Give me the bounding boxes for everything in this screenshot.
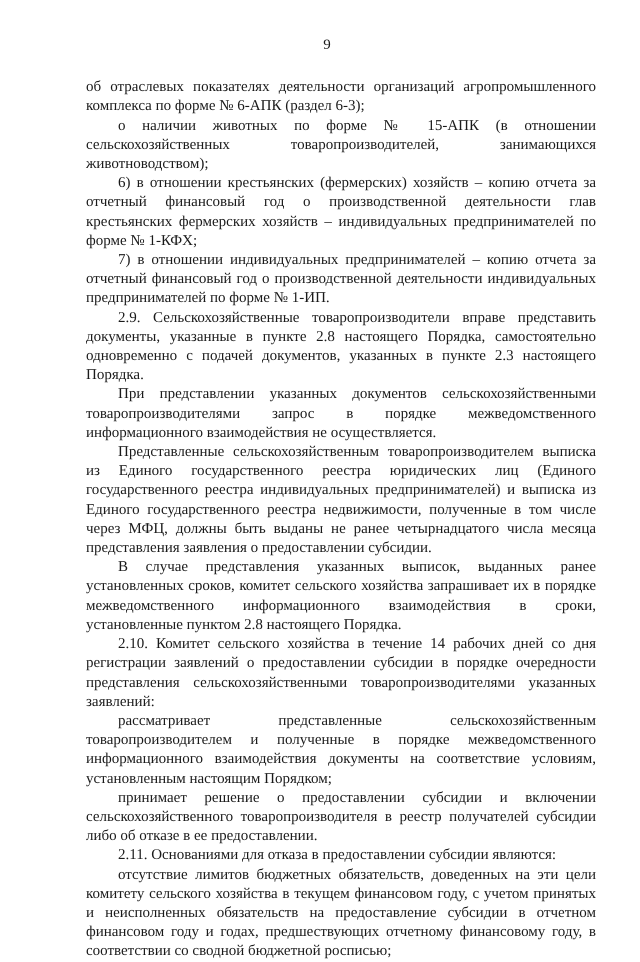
paragraph: отсутствие лимитов бюджетных обязательств, доведенных на эти цели комитету сельского хозяйства в текущем финансовом году, с учетом принятых и неисполненных обязательств на предоставление субсидии в отчетном финансовом году и годах, предшествующих отчетному финансовому году, в соответствии со сводной бюджетной росписью; <box>86 866 596 960</box>
paragraph: рассматривает представленные сельскохозяйственным товаропроизводителем и полученные в порядке межведомственного информационного взаимодействия документы на соответствие условиям, установленным настоящим Порядком; <box>86 712 596 787</box>
paragraph: 6) в отношении крестьянских (фермерских) хозяйств – копию отчета за отчетный финансовый год о производственной деятельности глав крестьянских фермерских хозяйств – индивидуальных предпринимателей по форме № 1-КФХ; <box>86 175 596 249</box>
paragraph: принимает решение о предоставлении субсидии и включении сельскохозяйственного товаропроизводителя в реестр получателей субсидии либо об отказе в ее предоставлении. <box>86 789 596 845</box>
paragraph: В случае представления указанных выписок, выданных ранее установленных сроков, комитет сельского хозяйства запрашивает их в порядке межведомственного информационного взаимодействия в сроки, установленные пунктом 2.8 настоящего Порядка. <box>86 559 596 633</box>
paragraph: об отраслевых показателях деятельности организаций агропромышленного комплекса по форме № 6-АПК (раздел 6-3); <box>86 79 596 115</box>
page-number: 9 <box>323 37 331 53</box>
document-body <box>86 78 596 961</box>
paragraph: 2.10. Комитет сельского хозяйства в течение 14 рабочих дней со дня регистрации заявлений о предоставлении субсидии в порядке очередности представления сельскохозяйственными товаропроизводителями указанных заявлений: <box>86 636 596 710</box>
paragraph: 2.9. Сельскохозяйственные товаропроизводители вправе представить документы, указанные в пункте 2.8 настоящего Порядка, самостоятельно одновременно с подачей документов, указанных в пункте 2.3 настоящего Порядка. <box>86 309 596 384</box>
paragraph: 7) в отношении индивидуальных предпринимателей – копию отчета за отчетный финансовый год о производственной деятельности индивидуальных предпринимателей по форме № 1-ИП. <box>86 252 596 307</box>
paragraph: При представлении указанных документов сельскохозяйственными товаропроизводителями запрос в порядке межведомственного информационного взаимодействия не осуществляется. <box>86 386 596 441</box>
paragraph: о наличии животных по форме № 15-АПК (в отношении сельскохозяйственных товаропроизводителей, занимающихся животноводством); <box>86 117 596 173</box>
paragraph: Представленные сельскохозяйственным товаропроизводителем выписка из Единого государственного реестра юридических лиц (Единого государственного реестра индивидуальных предпринимателей) и выписка из Единого государственного реестра недвижимости, полученные в том числе через МФЦ, должны быть выданы не ранее четырнадцатого числа месяца представления заявления о предоставлении субсидии. <box>86 444 596 557</box>
paragraph: 2.11. Основаниями для отказа в предоставлении субсидии являются: <box>118 847 557 864</box>
